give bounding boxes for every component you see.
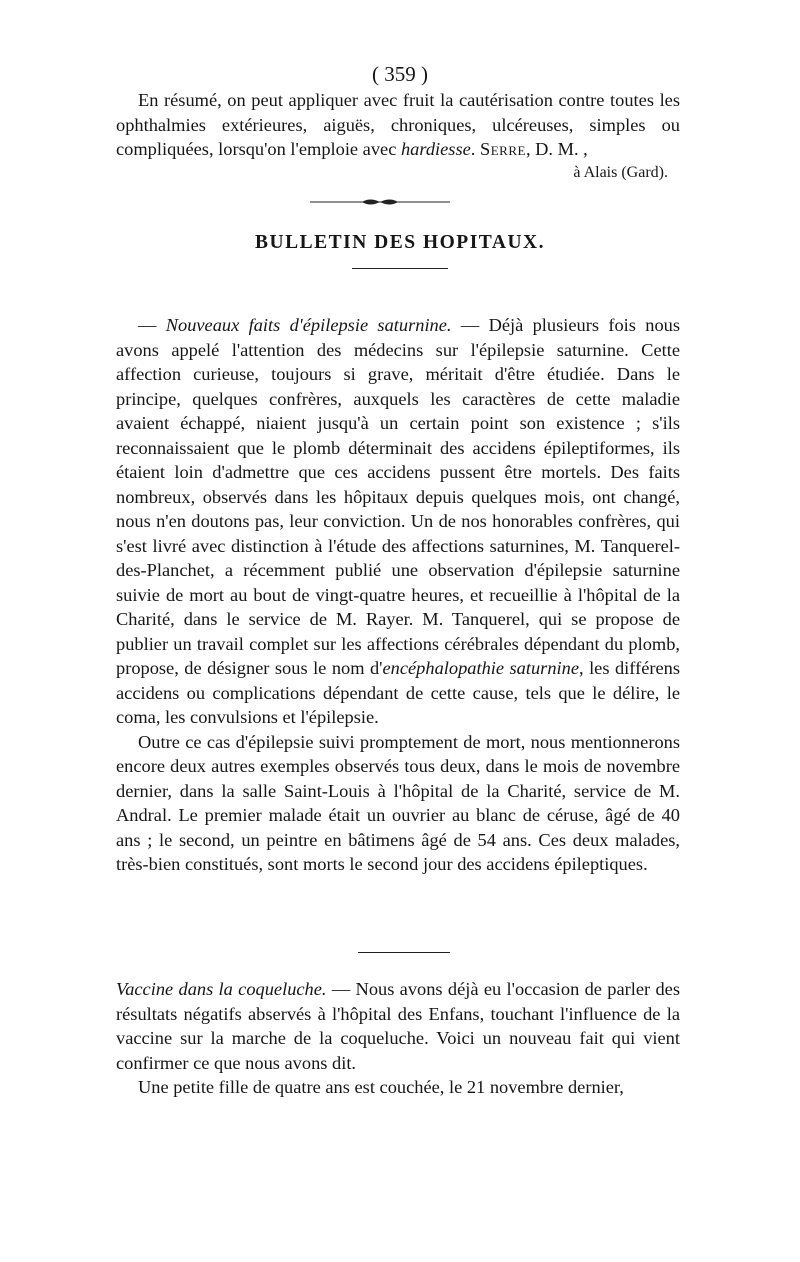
article1-title: Nouveaux faits d'épilepsie saturnine. — [165, 315, 452, 335]
article1-lead-dash: — — [138, 315, 166, 335]
article2-paragraph-2: Une petite fille de quatre ans est couchée, le 21 novembre dernier, — [138, 1077, 624, 1097]
author-suffix: , D. M. , — [525, 139, 588, 159]
ornament-divider — [310, 197, 450, 207]
intro-text: En résumé, on peut appliquer avec fruit la cautérisation contre toutes les ophthalmies extérieures, aiguës, chroniques, ulcéreuses, simples ou compliquées, lorsqu'on l'emploie avec — [116, 90, 680, 159]
article1-emphasis: encéphalopathie saturnine — [382, 658, 579, 678]
article2-text: — Nous avons déjà eu l'occasion de parler des résultats négatifs abservés à l'hôpital des Enfans, touchant l'influence de la vaccine sur la marche de la coqueluche. Voici un nouveau fait qui vient confirmer ce que nous avons dit. — [116, 979, 680, 1073]
intro-paragraph — [116, 88, 680, 162]
intro-emphasis: hardiesse — [400, 139, 471, 159]
author-name: Serre — [479, 139, 526, 159]
article2-paragraph-1 — [116, 977, 680, 1075]
intro-after-emphasis: . — [470, 139, 480, 159]
heading-rule — [352, 268, 448, 269]
author-location: à Alais (Gard). — [573, 163, 668, 181]
article1-paragraph-2: Outre ce cas d'épilepsie suivi promptement de mort, nous mentionnerons encore deux autres exemples observés tous deux, dans le mois de novembre dernier, dans la salle Saint-Louis à l'hôpital de la Charité, service de M. Andral. Le premier malade était un ouvrier au blanc de céruse, âgé de 40 ans ; le second, un peintre en bâtimens âgé de 54 ans. Ces deux malades, très-bien constitués, sont morts le second jour des accidens épileptiques. — [116, 731, 680, 874]
article1-text-a: — Déjà plusieurs fois nous avons appelé l'attention des médecins sur l'épilepsie saturnine. Cette affection curieuse, toujours si grave, méritait d'être étudiée. Dans le principe, quelques confrères, auxquels les caractères de cette maladie avaient échappé, niaient jusqu'à un certain point son existence ; s'ils reconnaissaient que le plomb déterminait des accidens épileptiformes, ils étaient loin d'admettre que ces accidens pussent être mortels. Des faits nombreux, observés dans les hôpitaux depuis quelques mois, ont changé, nous n'en doutons pas, leur conviction. Un de nos honorables confrères, qui s'est livré avec distinction à l'étude des affections saturnines, M. Tanquerel-des-Planchet, a récemment publié une observation d'épilepsie saturnine suivie de mort au bout de vingt-quatre heures, et recueillie à l'hôpital de la Charité, dans le service de M. Rayer. M. Tanquerel, qui se propose de publier un travail complet sur les affections cérébrales dépendant du plomb, propose, de désigner sous le nom d' — [116, 315, 680, 678]
article1-text-b: , les différens accidens ou complications dépendant de cette cause, tels que le délire, le coma, les convulsions et l'épilepsie. — [116, 658, 680, 727]
article-vaccine — [116, 977, 680, 1100]
article1-paragraph-1 — [116, 313, 680, 730]
page-number: ( 359 ) — [372, 62, 428, 86]
article2-title: Vaccine dans la coqueluche. — [116, 979, 327, 999]
section-heading: BULLETIN DES HOPITAUX. — [255, 232, 545, 253]
section-divider — [358, 952, 450, 953]
intro-section — [116, 88, 680, 184]
article-epilepsie — [116, 313, 680, 877]
